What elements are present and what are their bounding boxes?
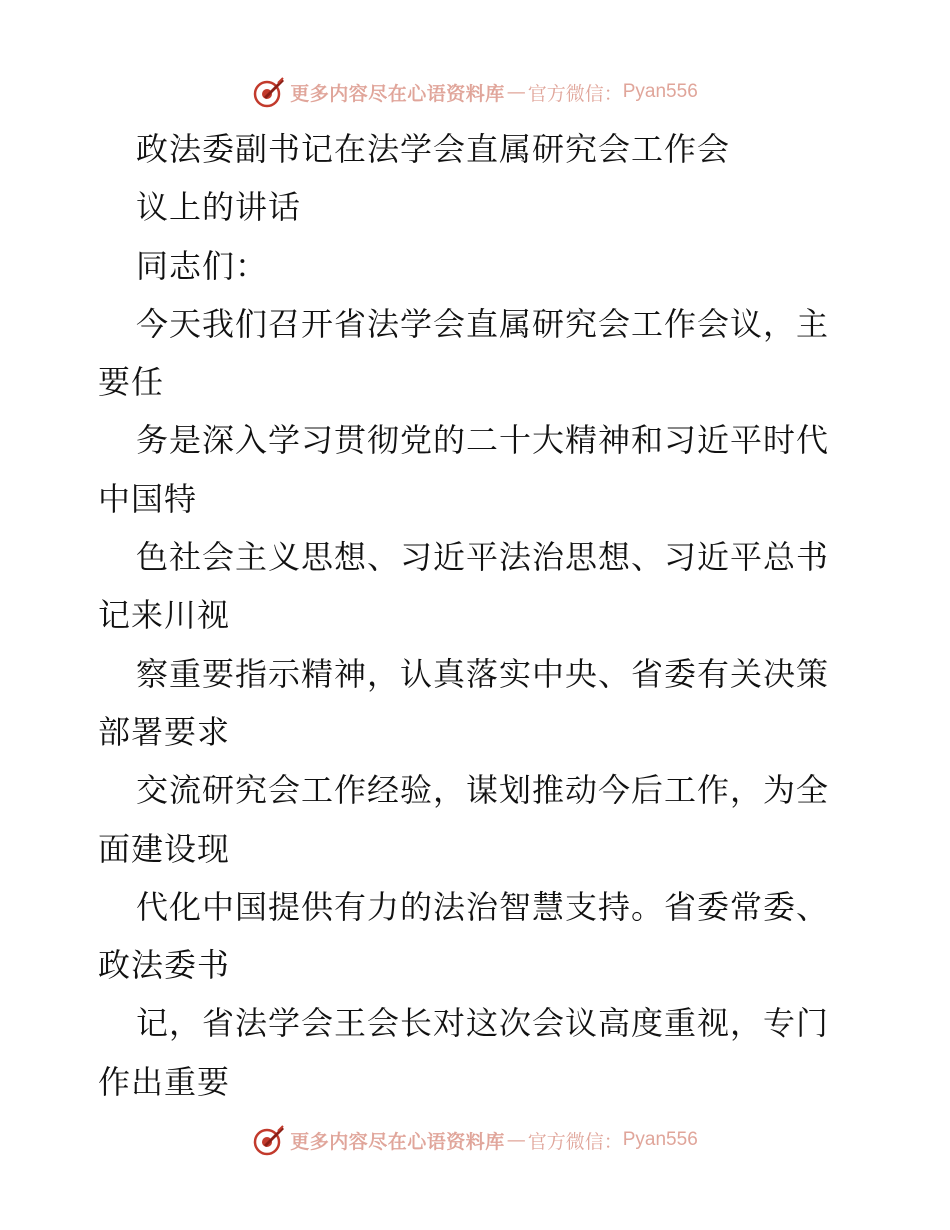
document-line: 记来川视 — [98, 596, 231, 635]
document-line: 务是深入学习贯彻党的二十大精神和习近平时代 — [136, 421, 830, 460]
banner-dash: — — [506, 1129, 526, 1151]
document-line: 代化中国提供有力的法治智慧支持。省委常委、 — [136, 887, 830, 926]
footer-banner — [0, 1118, 950, 1162]
quill-pen-logo-icon — [252, 1123, 286, 1157]
document-line: 面建设现 — [98, 829, 231, 868]
document-body — [98, 120, 858, 1111]
banner-dash: — — [506, 81, 526, 103]
document-line: 色社会主义思想、习近平法治思想、习近平总书 — [136, 538, 830, 577]
document-line: 记，省法学会王会长对这次会议高度重视，专门 — [136, 1004, 830, 1043]
banner-wechat-label: 官方微信： — [527, 1130, 623, 1153]
document-line: 作出重要 — [98, 1062, 231, 1101]
document-line: 政法委书 — [98, 946, 231, 985]
document-line: 议上的讲话 — [136, 188, 302, 227]
banner-wechat-label: 官方微信： — [527, 82, 623, 105]
document-line: 今天我们召开省法学会直属研究会工作会议，主 — [136, 304, 830, 343]
document-line: 同志们： — [136, 246, 269, 285]
document-line: 中国特 — [98, 479, 198, 518]
document-line: 部署要求 — [98, 712, 231, 751]
banner-brand-text: 更多内容尽在心语资料库 — [290, 1130, 505, 1153]
banner-brand-text: 更多内容尽在心语资料库 — [290, 82, 505, 105]
document-line: 察重要指示精神，认真落实中央、省委有关决策 — [136, 654, 830, 693]
banner-wechat-id: Pyan556 — [622, 1129, 698, 1150]
document-line: 要任 — [98, 363, 165, 402]
document-line: 政法委副书记在法学会直属研究会工作会 — [136, 130, 731, 168]
header-banner — [0, 70, 950, 114]
document-line: 交流研究会工作经验，谋划推动今后工作，为全 — [136, 771, 830, 810]
quill-pen-logo-icon — [252, 75, 286, 109]
banner-wechat-id: Pyan556 — [622, 81, 698, 102]
